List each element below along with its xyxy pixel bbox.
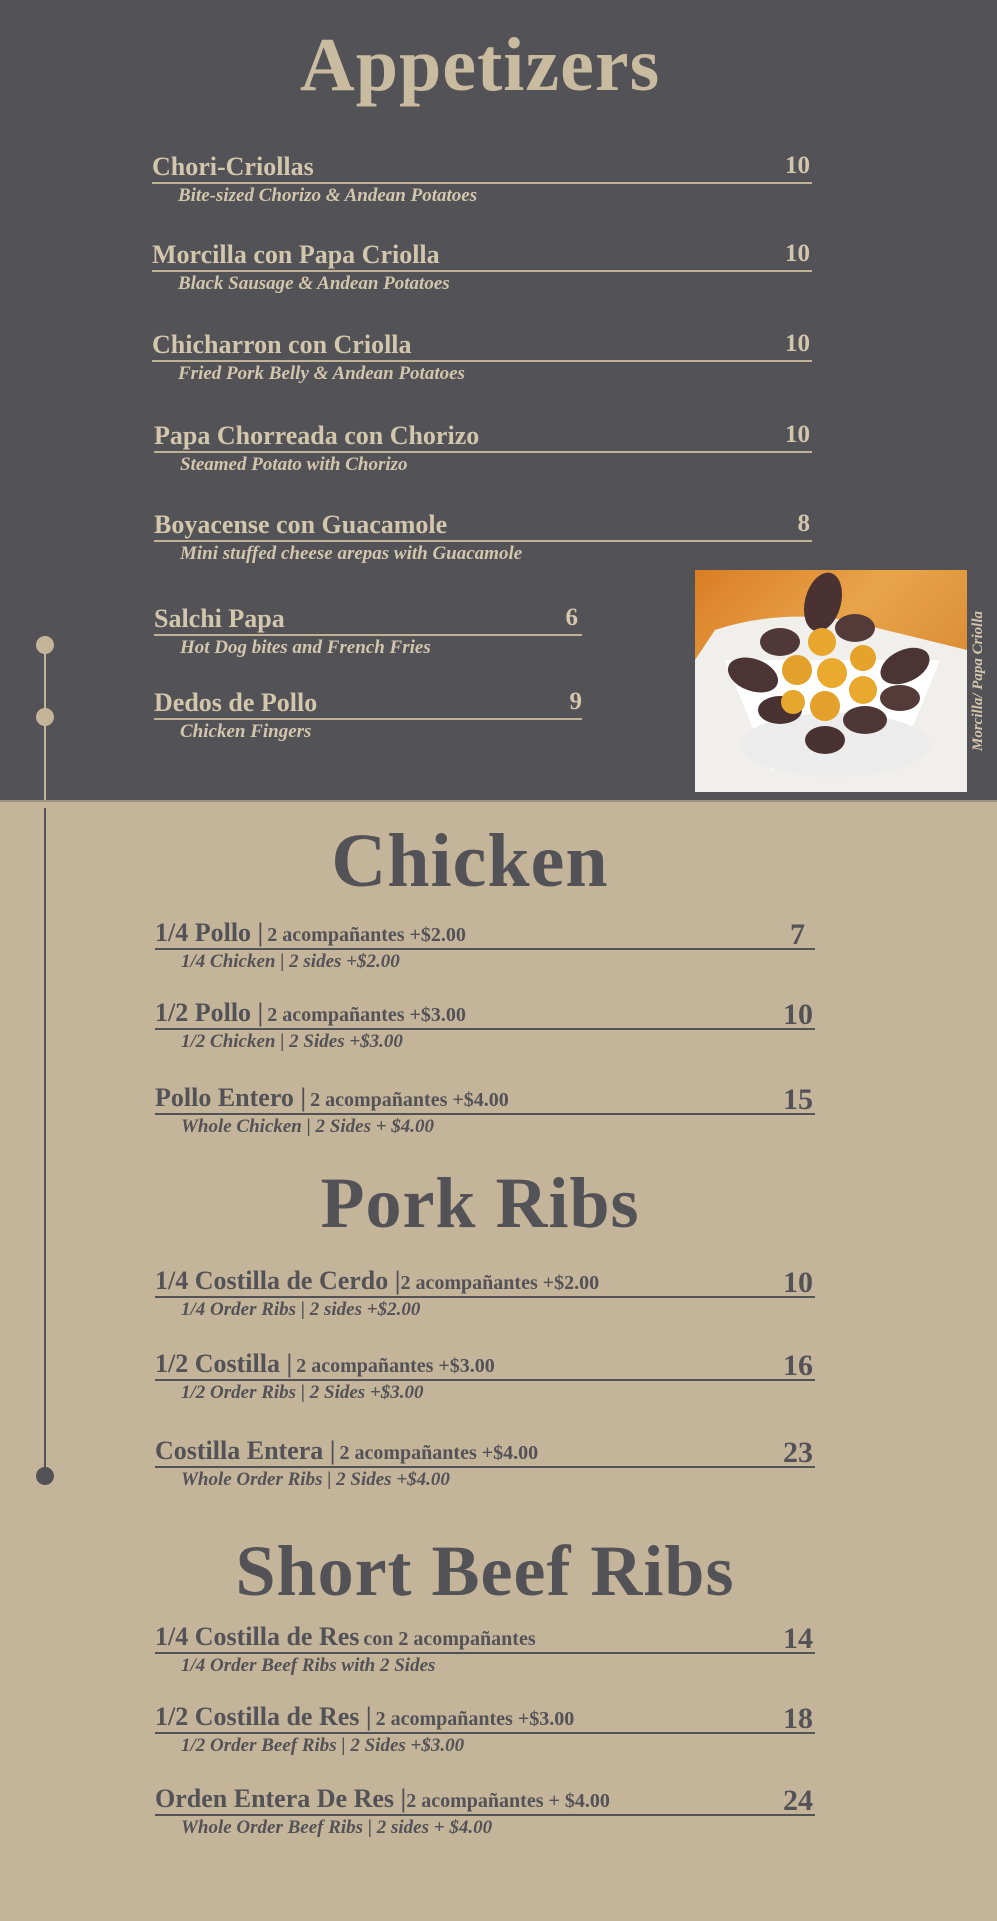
menu-item (155, 1622, 815, 1677)
menu-item (155, 998, 815, 1053)
menu-item (155, 1784, 815, 1839)
item-price: 10 (785, 240, 810, 267)
item-price: 18 (783, 1702, 813, 1735)
item-description: Chicken Fingers (180, 721, 312, 742)
timeline-dot-1 (36, 636, 54, 654)
item-price: 24 (783, 1784, 813, 1817)
item-name: 1/4 Costilla de Res (155, 1622, 360, 1651)
item-rule (152, 360, 812, 362)
item-name: Chicharron con Criolla (152, 330, 412, 359)
menu-item (155, 918, 815, 973)
item-note: 2 acompañantes + $4.00 (406, 1790, 610, 1812)
item-note: 2 acompañantes +$2.00 (400, 1272, 600, 1294)
item-rule (152, 270, 812, 272)
item-price: 7 (790, 918, 805, 951)
item-name: Papa Chorreada con Chorizo (154, 421, 480, 450)
item-name: Pollo Entero | (155, 1083, 307, 1112)
item-price: 10 (785, 421, 810, 448)
item-rule (154, 718, 582, 720)
item-description: Steamed Potato with Chorizo (180, 454, 408, 475)
item-price: 10 (783, 1266, 813, 1299)
item-rule (155, 1732, 815, 1734)
food-photo (695, 570, 967, 792)
item-description: Whole Order Beef Ribs | 2 sides + $4.00 (181, 1817, 493, 1838)
item-note: 2 acompañantes +$2.00 (267, 924, 466, 946)
short-beef-ribs-title: Short Beef Ribs (235, 1531, 735, 1611)
timeline-dot-3 (36, 1467, 54, 1485)
item-description: Bite-sized Chorizo & Andean Potatoes (178, 185, 478, 206)
photo-caption: Morcilla/ Papa Criolla (970, 611, 986, 752)
food-photo-image (695, 570, 967, 792)
menu-item (152, 330, 812, 385)
item-rule (152, 182, 812, 184)
menu-item (155, 1436, 815, 1491)
menu-item (154, 510, 812, 565)
menu-item (155, 1349, 815, 1404)
item-description: Fried Pork Belly & Andean Potatoes (178, 363, 465, 384)
menu-item (154, 421, 812, 476)
item-price: 10 (785, 330, 810, 357)
item-description: 1/2 Chicken | 2 Sides +$3.00 (181, 1031, 403, 1052)
item-price: 8 (797, 510, 810, 537)
menu-item (152, 240, 812, 295)
menu-item (155, 1083, 815, 1138)
item-price: 10 (785, 152, 810, 179)
item-price: 15 (783, 1083, 813, 1116)
item-name: Morcilla con Papa Criolla (152, 240, 440, 269)
item-rule (155, 948, 815, 950)
item-rule (155, 1652, 815, 1654)
item-note: 2 acompañantes +$3.00 (296, 1355, 495, 1377)
item-price: 9 (569, 688, 582, 715)
item-name: Boyacense con Guacamole (154, 510, 448, 539)
item-description: Black Sausage & Andean Potatoes (178, 273, 450, 294)
item-rule (155, 1028, 815, 1030)
timeline-line-bottom (44, 808, 46, 1478)
item-rule (155, 1466, 815, 1468)
chicken-title: Chicken (331, 819, 609, 903)
item-description: 1/4 Order Ribs | 2 sides +$2.00 (181, 1299, 421, 1320)
item-description: 1/2 Order Beef Ribs | 2 Sides +$3.00 (181, 1735, 465, 1756)
item-rule (155, 1113, 815, 1115)
item-description: Mini stuffed cheese arepas with Guacamole (180, 543, 523, 564)
item-rule (155, 1379, 815, 1381)
item-name: Dedos de Pollo (154, 688, 318, 717)
item-name: Costilla Entera | (155, 1436, 336, 1465)
item-rule (154, 540, 812, 542)
item-note: 2 acompañantes +$3.00 (267, 1004, 466, 1026)
item-rule (155, 1296, 815, 1298)
item-name: 1/2 Costilla | (155, 1349, 293, 1378)
item-rule (154, 451, 812, 453)
item-note: 2 acompañantes +$4.00 (310, 1089, 509, 1111)
item-price: 14 (783, 1622, 813, 1655)
menu-item (155, 1266, 815, 1321)
pork-ribs-title: Pork Ribs (320, 1163, 640, 1243)
item-price: 16 (783, 1349, 813, 1382)
item-price: 6 (565, 604, 578, 631)
menu-item (154, 604, 582, 659)
menu-item (154, 688, 582, 743)
item-description: 1/2 Order Ribs | 2 Sides +$3.00 (181, 1382, 424, 1403)
menu-item (155, 1702, 815, 1757)
item-note: con 2 acompañantes (363, 1628, 536, 1650)
item-name: Chori-Criollas (152, 152, 314, 181)
timeline-dot-2 (36, 708, 54, 726)
item-description: Hot Dog bites and French Fries (180, 637, 431, 658)
item-description: Whole Order Ribs | 2 Sides +$4.00 (181, 1469, 450, 1490)
item-price: 10 (783, 998, 813, 1031)
item-description: 1/4 Order Beef Ribs with 2 Sides (181, 1655, 436, 1676)
item-description: Whole Chicken | 2 Sides + $4.00 (181, 1116, 435, 1137)
item-name: 1/4 Costilla de Cerdo | (155, 1266, 401, 1295)
appetizers-title: Appetizers (299, 23, 661, 107)
item-description: 1/4 Chicken | 2 sides +$2.00 (181, 951, 400, 972)
item-name: Salchi Papa (154, 604, 285, 633)
item-name: 1/4 Pollo | (155, 918, 264, 947)
item-rule (154, 634, 582, 636)
item-price: 23 (783, 1436, 813, 1469)
item-note: 2 acompañantes +$4.00 (339, 1442, 539, 1464)
item-name: Orden Entera De Res | (155, 1784, 407, 1813)
item-name: 1/2 Costilla de Res | (155, 1702, 372, 1731)
item-rule (155, 1814, 815, 1816)
menu-item (152, 152, 812, 207)
item-name: 1/2 Pollo | (155, 998, 264, 1027)
item-note: 2 acompañantes +$3.00 (375, 1708, 575, 1730)
